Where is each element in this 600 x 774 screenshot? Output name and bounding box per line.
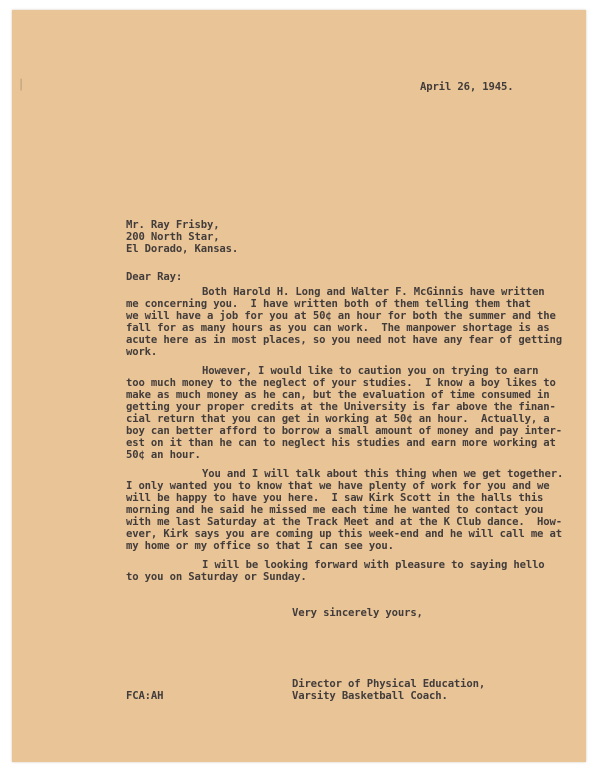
paragraph-1-line: fall for as many hours as you can work. The manpower shortage is as <box>126 322 550 334</box>
paragraph-3-line: You and I will talk about this thing when we get together. <box>202 468 564 480</box>
recipient-line: Mr. Ray Frisby, <box>126 219 220 231</box>
recipient-line: El Dorado, Kansas. <box>126 243 239 255</box>
margin-mark: │ <box>18 80 25 91</box>
reference-initials: FCA:AH <box>126 690 164 702</box>
salutation: Dear Ray: <box>126 271 183 283</box>
signature-title-line: Varsity Basketball Coach. <box>292 690 448 702</box>
paragraph-3-line: ever, Kirk says you are coming up this week-end and he will call me at <box>126 528 562 540</box>
paragraph-2-line: cial return that you can get in working at 50¢ an hour. Actually, a <box>126 413 550 425</box>
closing: Very sincerely yours, <box>292 607 423 619</box>
letter-page <box>12 10 586 762</box>
paragraph-2-line: However, I would like to caution you on trying to earn <box>202 365 539 377</box>
paragraph-1-line: Both Harold H. Long and Walter F. McGinnis have written <box>202 286 545 298</box>
paragraph-2-line: boy can better afford to borrow a small amount of money and pay inter- <box>126 425 562 437</box>
paragraph-4-line: I will be looking forward with pleasure to saying hello <box>202 559 545 571</box>
paragraph-1-line: we will have a job for you at 50¢ an hour for both the summer and the <box>126 310 556 322</box>
paragraph-3-line: morning and he said he missed me each time he wanted to contact you <box>126 504 544 516</box>
letter-date: April 26, 1945. <box>420 81 514 93</box>
paragraph-4-line: to you on Saturday or Sunday. <box>126 571 307 583</box>
paragraph-3-line: my home or my office so that I can see you. <box>126 540 394 552</box>
paragraph-2-line: make as much money as he can, but the evaluation of time consumed in <box>126 389 550 401</box>
paragraph-1-line: acute here as in most places, so you need not have any fear of getting <box>126 334 562 346</box>
paragraph-1-line: work. <box>126 346 158 358</box>
paragraph-2-line: 50¢ an hour. <box>126 449 201 461</box>
paragraph-3-line: with me last Saturday at the Track Meet and at the K Club dance. How- <box>126 516 562 528</box>
recipient-line: 200 North Star, <box>126 231 220 243</box>
paragraph-3-line: will be happy to have you here. I saw Kirk Scott in the halls this <box>126 492 544 504</box>
paragraph-2-line: getting your proper credits at the University is far above the finan- <box>126 401 556 413</box>
paragraph-1-line: me concerning you. I have written both of them telling them that <box>126 298 531 310</box>
paragraph-2-line: too much money to the neglect of your studies. I know a boy likes to <box>126 377 556 389</box>
paragraph-3-line: I only wanted you to know that we have plenty of work for you and we <box>126 480 550 492</box>
signature-title-line: Director of Physical Education, <box>292 678 486 690</box>
paragraph-2-line: est on it than he can to neglect his studies and earn more working at <box>126 437 556 449</box>
